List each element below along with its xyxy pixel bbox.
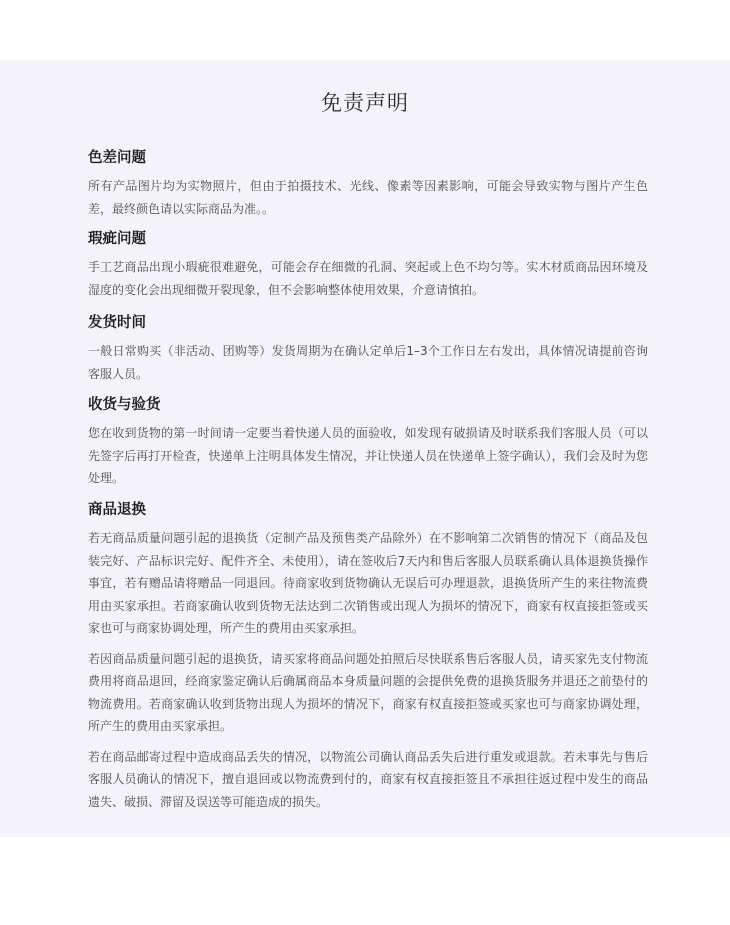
section-heading: 瑕疵问题 (88, 231, 146, 247)
section-paragraph: 若在商品邮寄过程中造成商品丢失的情况，以物流公司确认商品丢失后进行重发或退款。若未事先与售后客服人员确认的情况下，擅自退回或以物流费到付的，商家有权直接拒签且不承担往返过程中发生的商品遗失、破损、滞留及误送等可能造成的损失。 (88, 749, 648, 809)
section-heading: 色差问题 (88, 150, 146, 166)
section-color-difference (88, 146, 648, 220)
section-paragraph: 若无商品质量问题引起的退换货（定制产品及预售类产品除外）在不影响第二次销售的情况下（商品及包装完好、产品标识完好、配件齐全、未使用），请在签收后7天内和售后客服人员联系确认具体退换货操作事宜，若有赠品请将赠品一同退回。待商家收到货物确认无误后可办理退款，退换货所产生的来往物流费用由买家承担。若商家确认收到货物无法达到二次销售或出现人为损坏的情况下，商家有权直接拒签或买家也可与商家协调处理，所产生的费用由买家承担。 (88, 531, 648, 635)
section-paragraph: 若因商品质量问题引起的退换货，请买家将商品问题处拍照后尽快联系售后客服人员，请买家先支付物流费用将商品退回，经商家鉴定确认后确属商品本身质量问题的会提供免费的退换货服务并退还之前垫付的物流费用。若商家确认收到货物出现人为损坏的情况下，商家有权直接拒签或买家也可与商家协调处理，所产生的费用由买家承担。 (88, 651, 648, 733)
section-heading: 商品退换 (88, 502, 146, 518)
section-shipping-time (88, 311, 648, 385)
section-returns (88, 498, 648, 813)
section-paragraph: 所有产品图片均为实物照片，但由于拍摄技术、光线、像素等因素影响，可能会导致实物与图片产生色差，最终颜色请以实际商品为准。。 (88, 179, 648, 216)
section-paragraph: 您在收到货物的第一时间请一定要当着快递人员的面验收，如发现有破损请及时联系我们客服人员（可以先签字后再打开检查，快递单上注明具体发生情况，并让快递人员在快递单上签字确认），我们会及时为您处理。 (88, 426, 648, 485)
section-receiving-inspection (88, 393, 648, 490)
section-flaws (88, 227, 648, 301)
section-heading: 发货时间 (88, 315, 146, 331)
section-paragraph: 手工艺商品出现小瑕疵很难避免，可能会存在细微的孔洞、突起或上色不均匀等。实木材质商品因环境及湿度的变化会出现细微开裂现象，但不会影响整体使用效果，介意请慎拍。 (88, 260, 648, 297)
section-heading: 收货与验货 (88, 397, 161, 413)
section-paragraph: 一般日常购买（非活动、团购等）发货周期为在确认定单后1–3个工作日左右发出，具体情况请提前咨询客服人员。 (88, 344, 648, 381)
page-title: 免责声明 (321, 91, 409, 115)
